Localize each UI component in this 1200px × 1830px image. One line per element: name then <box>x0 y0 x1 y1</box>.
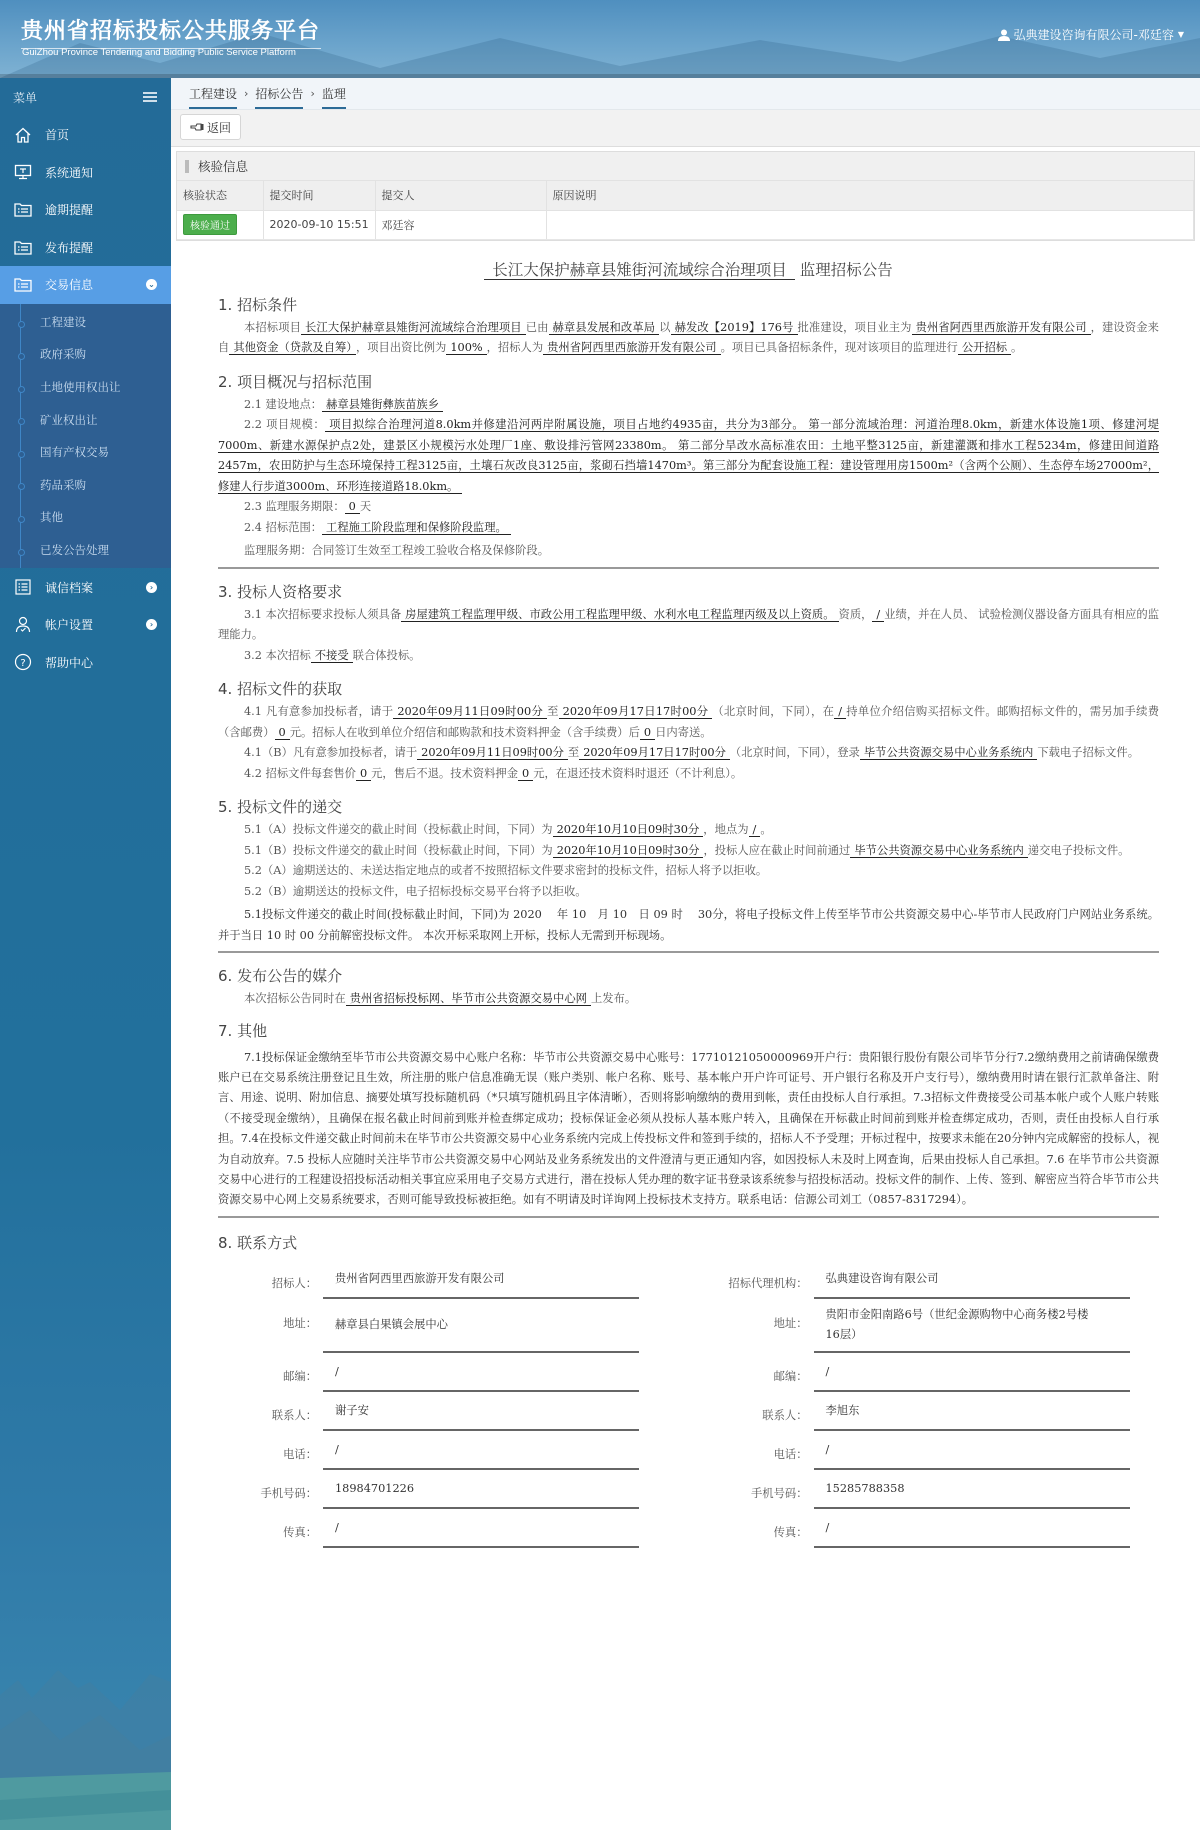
back-hand-icon <box>190 122 204 132</box>
contact-value: 贵州省阿西里西旅游开发有限公司 <box>323 1264 639 1299</box>
section-paragraph: 监理服务期：合同签订生效至工程竣工验收合格及保修阶段。 <box>244 544 550 557</box>
table-row <box>177 210 1194 239</box>
main-content <box>171 78 1200 1830</box>
submenu-item-other[interactable]: 其他 <box>0 501 171 534</box>
divider <box>218 951 1159 953</box>
chevron-right-icon: › <box>244 87 249 100</box>
sidebar-item-home[interactable]: 首页 <box>0 116 171 154</box>
user-menu[interactable] <box>998 26 1185 43</box>
agency-contact: 招标代理机构： 弘典建设咨询有限公司 地址： 贵阳市金阳南路6号（世纪金源购物中心商务楼2号楼16层） 邮编： / 联系人： 李旭东 电话： / 手机号码： 15285788358 传真： / <box>709 1264 1160 1552</box>
submenu-item-gov-procurement[interactable]: 政府采购 <box>0 338 171 371</box>
hamburger-icon[interactable] <box>143 92 157 102</box>
section-paragraph: 2.1 建设地点： 赫章县雉街彝族苗族乡 <box>218 395 1159 416</box>
breadcrumb-item[interactable]: 工程建设 <box>189 83 237 109</box>
column-header: 提交时间 <box>263 181 375 210</box>
back-button[interactable]: 返回 <box>180 114 241 140</box>
sidebar <box>0 78 171 1830</box>
column-header: 核验状态 <box>177 181 263 210</box>
section-paragraph: 7.1投标保证金缴纳至毕节市公共资源交易中心账户名称：毕节市公共资源交易中心账号：17710121050000969开户行：贵阳银行股份有限公司毕节分行7.2缴纳费用之前请确保缴费账户已在交易系统注册登记且生效，所注册的账户信息准确无误（账户类别、帐户名称、账号、基本帐户开户许可证号、开户银行名称及开户支行号），缴纳费用时请在银行汇款单备注、附言、用途、说明、附加信息、摘要处填写投标随机码（*只填写随机码且字体清晰），否则将影响缴纳的费用到帐，责任由投标人自行承担。7.3招标文件费接受公司基本帐户或个人账户转账（不接受现金缴纳），且确保在报名截止时间前到账并检查绑定成功；投标保证金必须从投标人基本账户转入，且确保在开标截止时间前到账并检查绑定成功，否则，责任由投标人自行承担。7.4在投标文件递交截止时间前未在毕节市公共资源交易中心业务系统内完成上传投标文件和签到手续的，招标人不予受理；开标过程中，按要求未能在20分钟内完成解密的投标人，视为自动放弃。7.5 投标人应随时关注毕节市公共资源交易中心网站及业务系统发出的文件澄清与更正通知内容，如因投标人未及时上网查询，后果由投标人自己承担。7.6 在毕节市公共资源交易中心进行的工程建设招投标活动相关事宜应采用电子交易方式进行，潜在投标人凭办理的数字证书登录该系统参与招投标活动。投标文件的制作、上传、签到、解密应当符合毕节市公共资源交易中心网上交易系统要求，否则可能导致投标被拒绝。如有不明请及时详询网上投标技术支持方。联系电话：信源公司刘工（0857-8317294）。 <box>218 1050 1160 1207</box>
breadcrumb-item[interactable]: 招标公告 <box>255 83 303 109</box>
section-paragraph: 5.2（B）逾期送达的投标文件，电子招标投标交易平台将予以拒收。 <box>244 884 587 898</box>
contact-value: / <box>814 1357 1130 1392</box>
sidebar-item-account[interactable]: 帐户设置 › <box>0 606 171 644</box>
toolbar <box>171 110 1200 147</box>
contact-value: 18984701226 <box>323 1474 639 1509</box>
submenu-item-drug-procurement[interactable]: 药品采购 <box>0 468 171 501</box>
user-name: 弘典建设咨询有限公司-邓廷容 <box>1013 28 1174 42</box>
verification-title: 核验信息 <box>177 152 1194 181</box>
section-paragraph: 4.2 招标文件每套售价 0 元，售后不退。技术资料押金 0 元，在退还技术资料时退还（不计利息）。 <box>244 766 743 780</box>
section-paragraph: 2.2 项目规模： 项目拟综合治理河道8.0km并修建沿河两岸附属设施，项目占地约4935亩，共分为3部分。 第一部分流域治理：河道治理8.0km，新建水体设施1项、修建河堤7000m、新建水源保护点2处，建景区小规模污水处理厂1座、敷设排污管网23380m。 第二部分旱改水高标准农田：土地平整3125亩，新建灌溉和排水工程5234m，修建田间道路2457m，农田防护与生态环境保持工程3125亩，土壤石灰改良3125亩，浆砌石挡墙1470m³。第三部分为配套设施工程：建设管理用房1500m²（含两个公厕）、生态停车场27000m²，修建人行步道3000m、环形连接道路18.0km。 <box>218 418 1159 493</box>
sidebar-item-overdue[interactable]: 逾期提醒 <box>0 191 171 229</box>
site-title: 贵州省招标投标公共服务平台 <box>21 14 321 49</box>
section-paragraph: 5.1（B）投标文件递交的截止时间（投标截止时间，下同）为 2020年10月10日09时30分 ，投标人应在截止时间前通过 毕节公共资源交易中心业务系统内 递交电子投标文件。 <box>244 843 1130 857</box>
submenu-item-land-rights[interactable]: 土地使用权出让 <box>0 371 171 404</box>
section-heading: 1. 招标条件 <box>218 295 298 314</box>
section-heading: 8. 联系方式 <box>218 1233 298 1252</box>
contact-value: 李旭东 <box>814 1396 1130 1431</box>
verification-panel <box>176 151 1195 241</box>
contact-value: 贵阳市金阳南路6号（世纪金源购物中心商务楼2号楼16层） <box>814 1303 1130 1353</box>
section-heading: 5. 投标文件的递交 <box>218 798 343 816</box>
submenu-item-published-notices[interactable]: 已发公告处理 <box>0 534 171 567</box>
verification-table <box>177 181 1194 240</box>
chevron-right-icon: › <box>146 582 157 593</box>
section-paragraph: 5.1投标文件递交的截止时间(投标截止时间，下同)为 2020 年 10 月 10 日 09 时 30分，将电子投标文件上传至毕节市公共资源交易中心-毕节市人民政府门户网站业务系统。并于当日 10 时 00 分前解密投标文件。 本次开标采取网上开标，投标人无需到开标现场。 <box>218 908 1159 942</box>
chevron-right-icon: › <box>146 619 157 630</box>
menu-label: 菜单 <box>13 90 38 105</box>
contact-value: / <box>323 1513 639 1548</box>
sidebar-item-trade-info[interactable]: 交易信息 ⌄ <box>0 266 171 304</box>
status-badge: 核验通过 <box>183 214 237 235</box>
section-heading: 2. 项目概况与招标范围 <box>218 372 373 391</box>
tenderer-contact: 招标人： 贵州省阿西里西旅游开发有限公司 地址： 赫章县白果镇会展中心 邮编： / 联系人： 谢子安 电话： / 手机号码： 18984701226 传真： / <box>218 1264 669 1552</box>
folder-list-icon <box>13 276 33 294</box>
contact-value: 谢子安 <box>323 1396 639 1431</box>
announcement-document <box>171 258 1200 1552</box>
breadcrumb-item[interactable]: 监理 <box>322 83 346 109</box>
svg-text:?: ? <box>20 658 26 669</box>
user-settings-icon <box>13 616 33 634</box>
sidebar-item-notices[interactable]: 系统通知 <box>0 154 171 192</box>
sidebar-item-help[interactable]: ? 帮助中心 <box>0 643 171 681</box>
section-heading: 3. 投标人资格要求 <box>218 582 343 601</box>
divider <box>218 1216 1159 1218</box>
sidebar-item-credit[interactable]: 诚信档案 › <box>0 568 171 606</box>
site-header <box>0 0 1200 78</box>
section-heading: 4. 招标文件的获取 <box>218 680 343 698</box>
section-paragraph: 4.1 凡有意参加投标者，请于 2020年09月11日09时00分 至 2020年09月17日17时00分 （北京时间，下同），在 / 持单位介绍信购买招标文件。邮购招标文件的，需另加手续费（含邮费） 0 元。招标人在收到单位介绍信和邮购款和技术资料押金（含手续费）后 0 日内寄送。 <box>218 705 1159 739</box>
section-paragraph: 本次招标公告同时在 贵州省招标投标网、毕节市公共资源交易中心网 上发布。 <box>244 992 637 1005</box>
section-paragraph: 3.2 本次招标 不接受 联合体投标。 <box>244 648 421 662</box>
submenu-item-engineering[interactable]: 工程建设 <box>0 306 171 339</box>
help-icon <box>13 653 33 671</box>
folder-list-icon <box>13 238 33 256</box>
list-icon <box>13 578 33 596</box>
submenu-item-mining-rights[interactable]: 矿业权出让 <box>0 403 171 436</box>
mountain-landscape-decoration <box>0 1660 171 1830</box>
monitor-icon <box>13 163 33 181</box>
breadcrumb <box>171 78 1200 110</box>
section-paragraph: 5.1（A）投标文件递交的截止时间（投标截止时间，下同）为 2020年10月10日09时30分 ，地点为 / 。 <box>244 823 772 836</box>
site-subtitle: GuiZhou Province Tendering and Bidding Public Service Platform <box>22 47 296 58</box>
contact-value: 赫章县白果镇会展中心 <box>323 1303 639 1353</box>
contact-grid <box>218 1264 1159 1552</box>
sidebar-item-publish[interactable]: 发布提醒 <box>0 229 171 267</box>
folder-list-icon <box>13 201 33 219</box>
reason <box>546 210 1194 239</box>
section-heading: 6. 发布公告的媒介 <box>218 967 343 985</box>
contact-value: / <box>323 1435 639 1470</box>
contact-value: / <box>814 1435 1130 1470</box>
chevron-down-icon: ⌄ <box>146 279 157 290</box>
chevron-right-icon: › <box>310 87 315 100</box>
section-paragraph: 2.4 招标范围： 工程施工阶段监理和保修阶段监理。 <box>218 518 1159 539</box>
document-title: 长江大保护赫章县雉街河流域综合治理项目 监理招标公告 <box>218 258 1159 282</box>
submitter: 邓廷容 <box>375 210 546 239</box>
sidebar-header <box>0 78 171 116</box>
home-icon <box>13 126 33 144</box>
divider <box>218 567 1159 569</box>
submenu-trade-info <box>0 304 171 569</box>
section-paragraph: 本招标项目 长江大保护赫章县雉街河流域综合治理项目 已由 赫章县发展和改革局 以 赫发改【2019】176号 批准建设，项目业主为 贵州省阿西里西旅游开发有限公司 ，建设资金来自 其他资金（贷款及自筹） ，项目出资比例为 100% ，招标人为 贵州省阿西里西旅游开发有限公司 。项目已具备招标条件，现对该项目的监理进行 公开招标 。 <box>218 320 1159 354</box>
column-header: 提交人 <box>375 181 546 210</box>
user-icon <box>998 29 1010 41</box>
section-heading: 7. 其他 <box>218 1021 268 1040</box>
submenu-item-state-property[interactable]: 国有产权交易 <box>0 436 171 469</box>
contact-value: 弘典建设咨询有限公司 <box>814 1264 1130 1299</box>
section-paragraph: 4.1（B）凡有意参加投标者，请于 2020年09月11日09时00分 至 2020年09月17日17时00分 （北京时间，下同），登录 毕节公共资源交易中心业务系统内 下载电子招标文件。 <box>244 746 1139 759</box>
contact-value: 15285788358 <box>814 1474 1130 1509</box>
submit-time: 2020-09-10 15:51 <box>263 210 375 239</box>
column-header: 原因说明 <box>546 181 1194 210</box>
caret-down-icon: ▼ <box>1177 30 1184 39</box>
section-paragraph: 2.3 监理服务期限： 0 天 <box>244 500 372 513</box>
contact-value: / <box>814 1513 1130 1548</box>
section-paragraph: 5.2（A）逾期送达的、未送达指定地点的或者不按照招标文件要求密封的投标文件，招标人将予以拒收。 <box>244 864 768 877</box>
contact-value: / <box>323 1357 639 1392</box>
section-paragraph: 3.1 本次招标要求投标人须具备 房屋建筑工程监理甲级、市政公用工程监理甲级、水利水电工程监理丙级及以上资质。 资质， / 业绩，并在人员、 试验检测仪器设备方面具有相应的监理能力。 <box>218 607 1159 641</box>
